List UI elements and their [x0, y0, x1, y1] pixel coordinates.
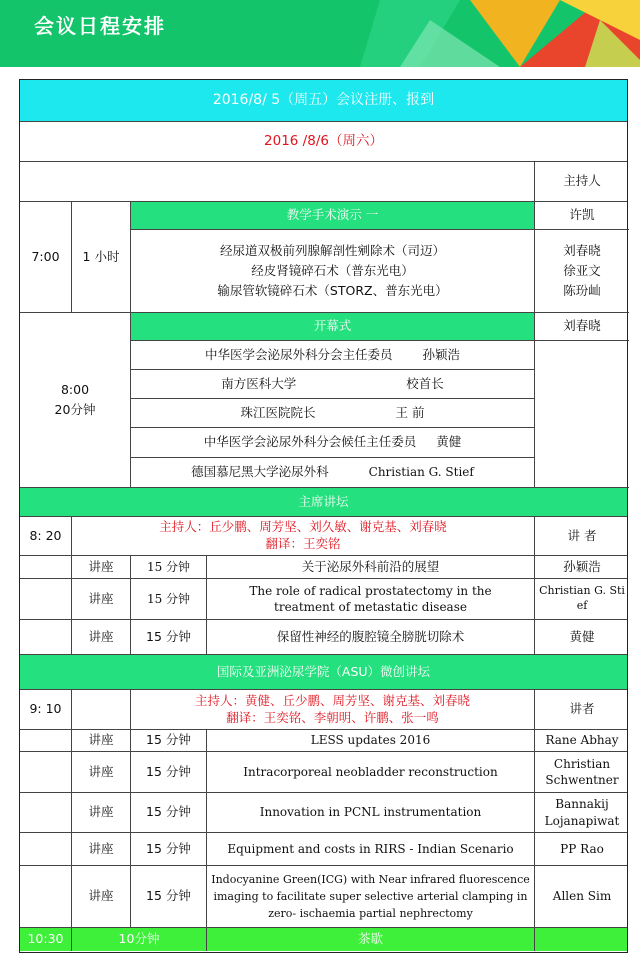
block1-item: 输尿管软镜碎石术（STORZ、普东光电）	[217, 283, 448, 298]
day1-title: 2016/8/ 5（周五）会议注册、报到	[20, 80, 627, 121]
block1-items	[131, 230, 535, 313]
page-title: 会议日程安排	[34, 14, 166, 38]
block1-host: 徐亚文	[563, 263, 601, 278]
lecture-title: The role of radical prostatectomy in the treatment of metastatic disease	[207, 579, 535, 619]
block2-row-text: 德国慕尼黑大学泌尿外科 Christian G. Stief	[131, 458, 535, 487]
block1-hosts	[535, 230, 629, 313]
forum-host-row	[20, 517, 627, 556]
blank-cell	[20, 162, 535, 201]
lecture-type: 讲座	[72, 579, 131, 619]
lecture-row	[20, 620, 627, 655]
forum-hosts	[72, 517, 535, 555]
lecture-duration: 15 分钟	[131, 556, 207, 578]
lecture-title: Indocyanine Green(ICG) with Near infrared fluorescence imaging to facilitate super selective arterial clamping in zero- ischaemia partial nephrectomy	[207, 866, 535, 927]
forum-heading-row	[20, 488, 627, 517]
block2-duration: 20分钟	[54, 402, 96, 417]
forum-translate-line: 翻译：王奕铭	[265, 536, 341, 551]
lecture-type: 讲座	[72, 620, 131, 654]
block2-row-text: 南方医科大学 校首长	[131, 370, 535, 398]
asu-time: 9: 10	[20, 690, 72, 729]
lecture-speaker: PP Rao	[560, 841, 604, 856]
block2-row-text: 珠江医院院长 王 前	[131, 399, 535, 427]
lecture-speaker: Christian G. Sti ef	[539, 584, 625, 612]
asu-translate-line: 翻译：王奕铭、李朝明、许鹏、张一鸣	[226, 709, 439, 725]
day2-row	[20, 122, 627, 162]
lecture-row	[20, 579, 627, 620]
lecture-title: Innovation in PCNL instrumentation	[207, 793, 535, 832]
lecture-speaker: Christian Schwentner	[545, 756, 619, 787]
asu-heading: 国际及亚洲泌尿学院（ASU）微创讲坛	[20, 655, 627, 689]
lecture-duration: 15 分钟	[131, 833, 207, 865]
lecture-duration: 15 分钟	[131, 730, 207, 751]
block2-row-text: 中华医学会泌尿外科分会候任主任委员 黄健	[131, 428, 535, 457]
day1-row	[20, 80, 627, 122]
block2-time	[20, 313, 131, 488]
lecture-row	[20, 793, 627, 833]
lecture-row	[20, 730, 627, 752]
block2-heading: 开幕式	[131, 313, 535, 340]
lecture-row	[20, 866, 627, 928]
block1-duration: 1 小时	[72, 202, 131, 313]
forum-heading: 主席讲坛	[20, 488, 627, 516]
block2-heading-host: 刘春晓	[563, 318, 601, 334]
header-banner	[0, 0, 640, 67]
forum-speaker-header: 讲 者	[567, 527, 597, 543]
lecture-speaker: 孙颖浩	[563, 558, 601, 574]
block1-time: 7:00	[20, 202, 72, 313]
forum-hosts-line: 主持人：丘少鹏、周芳坚、刘久敏、谢克基、刘春晓	[159, 519, 447, 535]
lecture-type: 讲座	[72, 866, 131, 927]
break-duration: 10分钟	[72, 928, 207, 951]
break-time: 10:30	[20, 928, 72, 951]
block2-row	[131, 458, 535, 488]
lecture-row	[20, 752, 627, 793]
block1-host: 陈玢屾	[563, 283, 601, 298]
block2-heading-row	[131, 313, 629, 341]
lecture-type: 讲座	[72, 752, 131, 792]
block1-item: 经尿道双极前列腺解剖性剜除术（司迈）	[219, 243, 445, 258]
asu-hosts	[131, 690, 535, 729]
block1-heading: 教学手术演示 一	[131, 202, 535, 229]
block2-host-blank	[535, 341, 629, 488]
lecture-row	[20, 556, 627, 579]
break-row	[20, 928, 627, 951]
lecture-duration: 15 分钟	[131, 752, 207, 792]
block2-row	[131, 399, 535, 428]
lecture-speaker: Bannakij Lojanapiwat	[544, 797, 620, 828]
lecture-title: Intracorporeal neobladder reconstruction	[207, 752, 535, 792]
host-header: 主持人	[563, 173, 601, 189]
block1-item: 经皮肾镜碎石术（普东光电）	[251, 263, 414, 278]
asu-host-row	[20, 690, 627, 730]
lecture-row	[20, 833, 627, 866]
break-label: 茶歇	[207, 928, 535, 951]
asu-hosts-line: 主持人：黄健、丘少鹏、周芳坚、谢克基、刘春晓	[194, 692, 470, 708]
lecture-duration: 15 分钟	[131, 579, 207, 619]
block2-row	[131, 370, 535, 399]
lecture-title: LESS updates 2016	[207, 730, 535, 751]
forum-time: 8: 20	[20, 517, 72, 555]
lecture-duration: 15 分钟	[131, 866, 207, 927]
lecture-type: 讲座	[72, 730, 131, 751]
asu-speaker-header: 讲者	[569, 701, 595, 717]
asu-heading-row	[20, 655, 627, 690]
lecture-title: Equipment and costs in RIRS - Indian Scenario	[207, 833, 535, 865]
block2-time-value: 8:00	[60, 382, 90, 397]
lecture-type: 讲座	[72, 833, 131, 865]
schedule-table	[19, 79, 628, 953]
day2-title: 2016 /8/6（周六）	[264, 133, 383, 150]
block1-heading-row	[131, 202, 629, 230]
block2-row	[131, 341, 535, 370]
lecture-duration: 15 分钟	[131, 793, 207, 832]
block1-host: 刘春晓	[563, 243, 601, 258]
lecture-title: 关于泌尿外科前沿的展望	[207, 556, 535, 578]
lecture-title: 保留性神经的腹腔镜全膀胱切除术	[207, 620, 535, 654]
block2-row-text: 中华医学会泌尿外科分会主任委员 孙颖浩	[131, 341, 535, 369]
lecture-speaker: Rane Abhay	[545, 733, 619, 748]
host-header-row	[20, 162, 627, 202]
block2-row	[131, 428, 535, 458]
lecture-type: 讲座	[72, 556, 131, 578]
lecture-speaker: 黄健	[569, 628, 595, 644]
lecture-type: 讲座	[72, 793, 131, 832]
lecture-duration: 15 分钟	[131, 620, 207, 654]
block1-heading-host: 许凯	[569, 207, 595, 223]
lecture-speaker: Allen Sim	[552, 889, 612, 904]
